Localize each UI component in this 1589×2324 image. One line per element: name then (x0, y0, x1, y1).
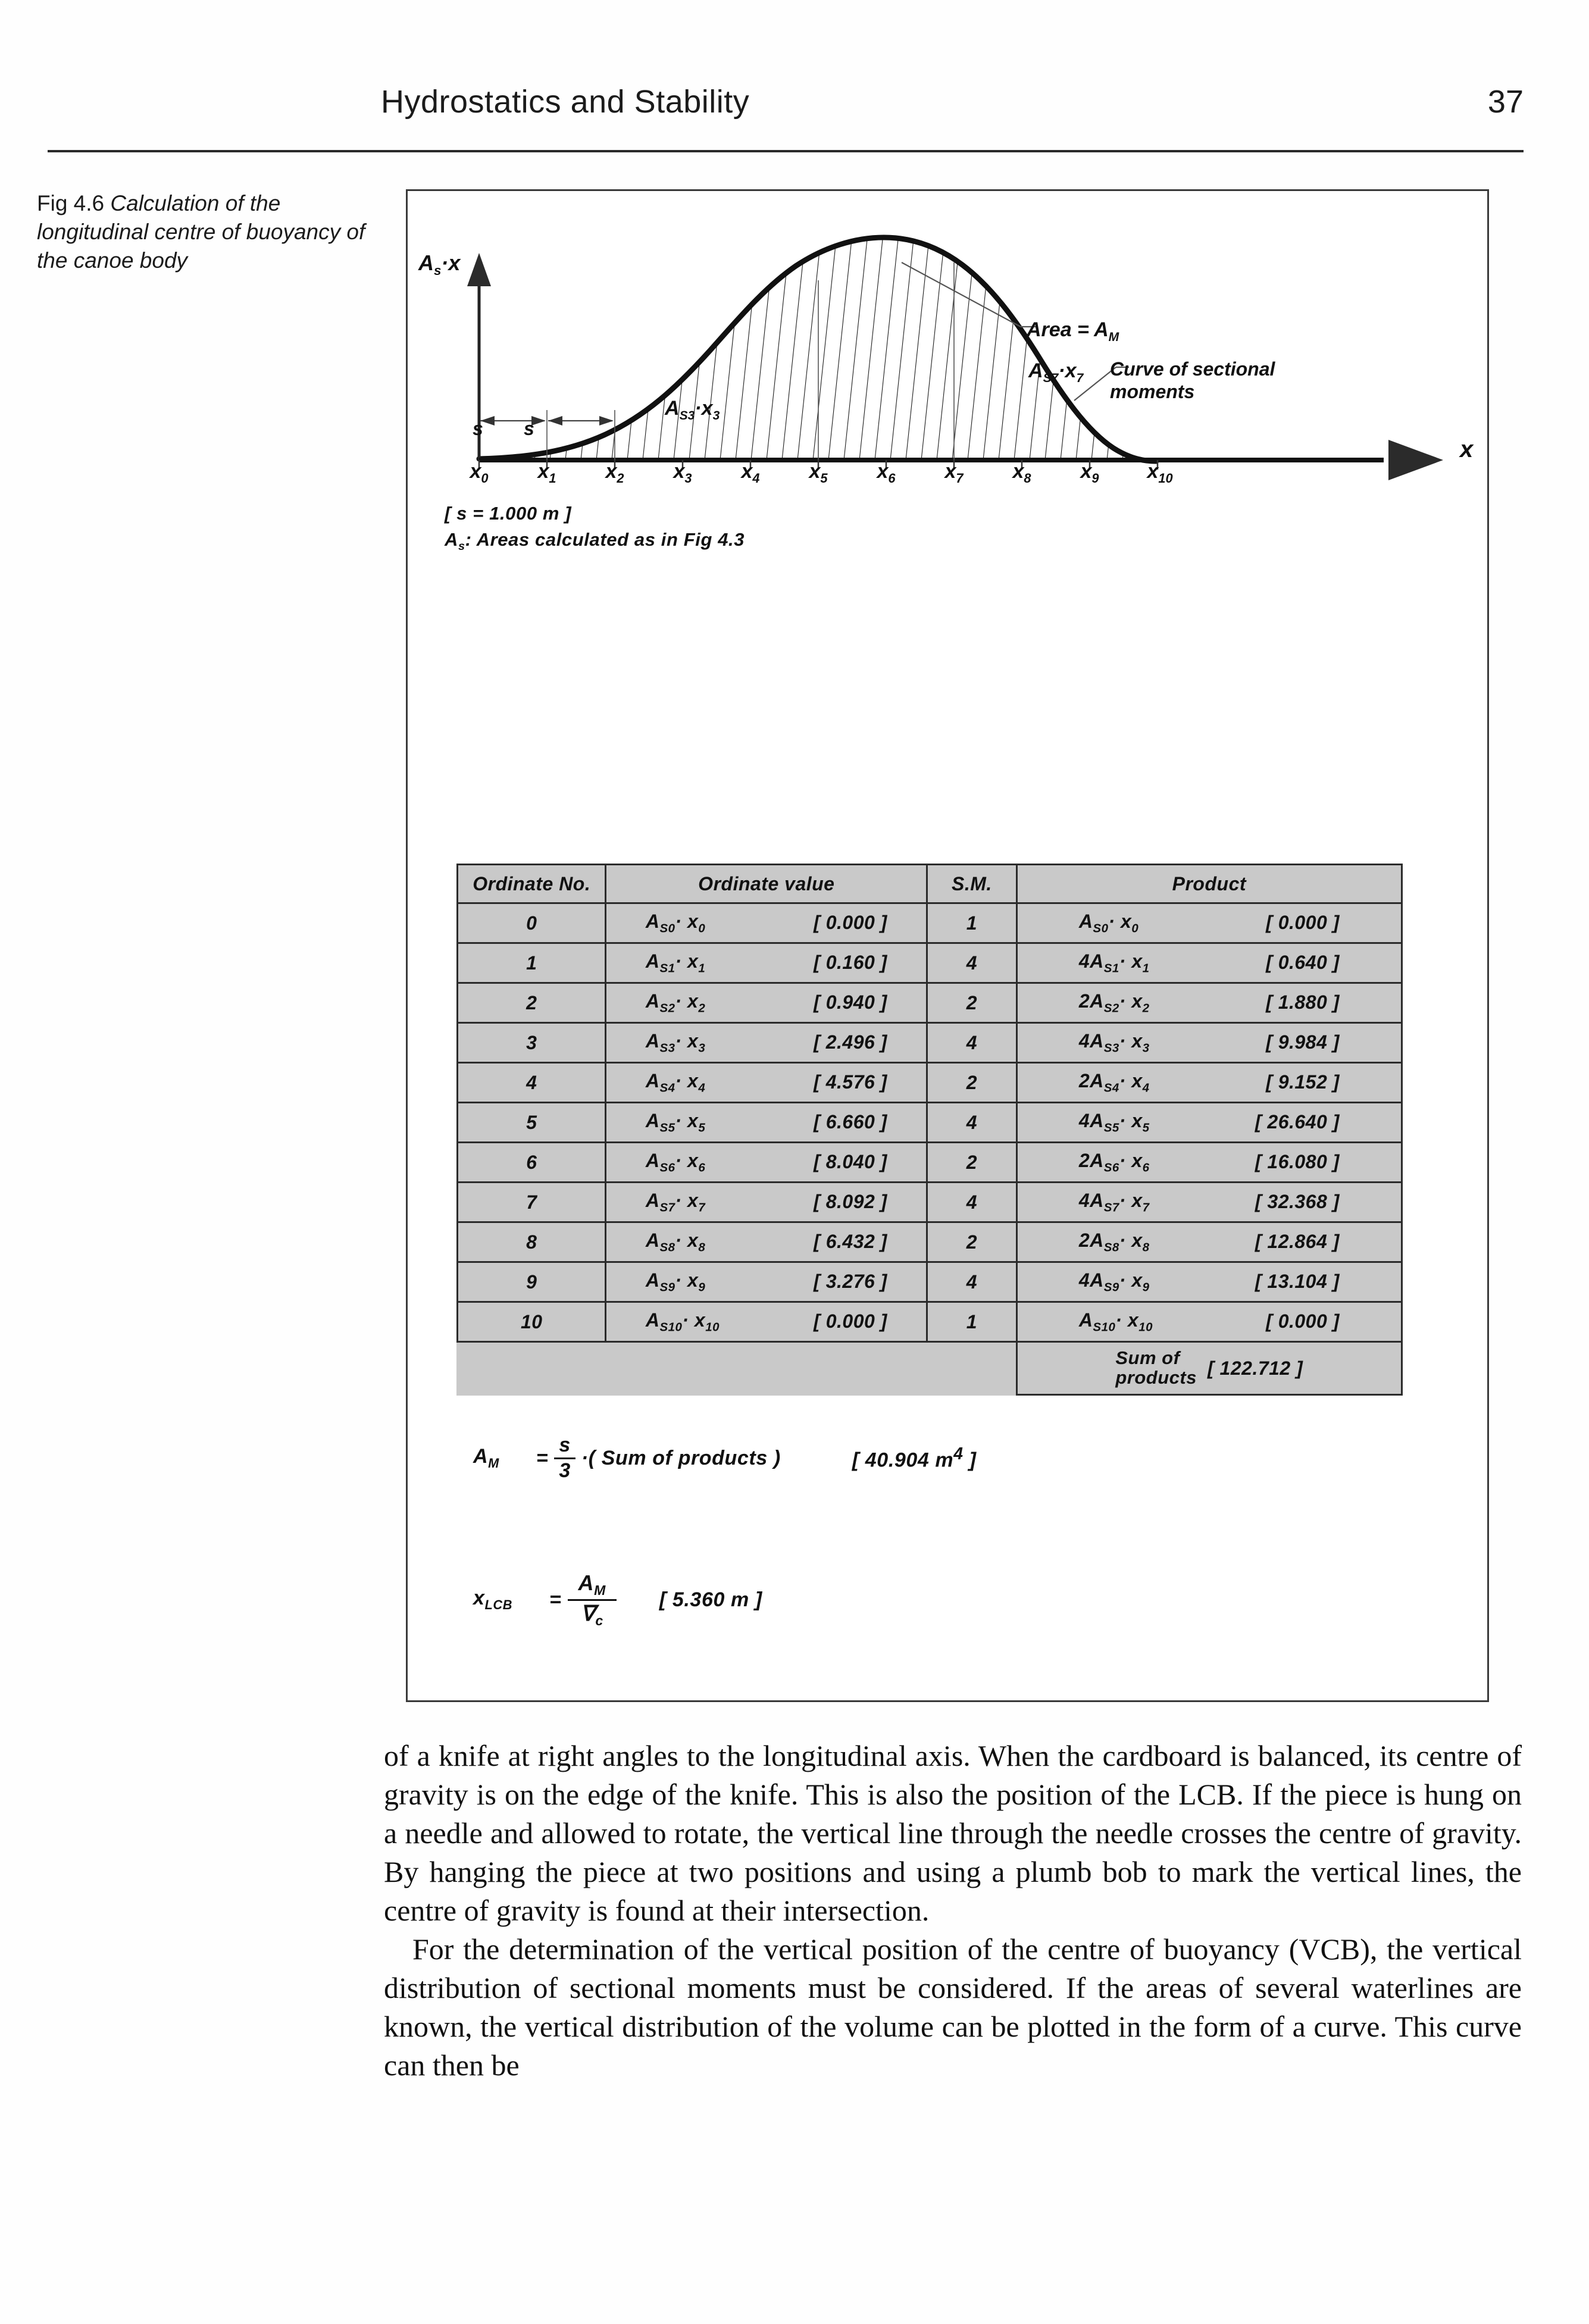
cell-sm: 4 (927, 1262, 1016, 1302)
figure-caption-text: Calculation of the longitudinal centre of buoyancy of the canoe body (37, 191, 365, 273)
formula-lcb-fraction (568, 1572, 617, 1628)
sectional-moments-chart (408, 191, 1491, 786)
table-row (458, 1103, 1402, 1143)
x-axis-tick-labels (408, 460, 1491, 496)
cell-ordinate-no: 8 (458, 1222, 606, 1262)
x-tick-6: $x_6$ (877, 460, 896, 486)
formula-am-rhs: ·( Sum of products ) (581, 1446, 781, 1469)
cell-sm: 4 (927, 1023, 1016, 1063)
col-header-product: Product (1016, 865, 1402, 903)
body-paragraph-2: For the determination of the vertical position of the centre of buoyancy (VCB), the vertical distribution of sectional moments must be considered. If the areas of several waterlines are known, the vertical distribution of the volume can be plotted in the form of a curve. This curve can then be (384, 1932, 1522, 2082)
x-tick-9: $x_9$ (1080, 460, 1099, 486)
curve-annotation (1110, 358, 1275, 404)
cell-ordinate-no: 7 (458, 1183, 606, 1222)
header-divider (48, 150, 1524, 152)
col-header-sm: S.M. (927, 865, 1016, 903)
figure-frame (406, 189, 1489, 1702)
cell-sm: 4 (927, 1183, 1016, 1222)
ordinate-table (456, 864, 1403, 1396)
x-tick-10: $x_{10}$ (1147, 460, 1173, 486)
page-number: 37 (1487, 84, 1524, 120)
cell-product: $2A_{S8}\cdot x_8$ [ 12.864 ] (1016, 1222, 1402, 1262)
cell-sm: 4 (927, 1103, 1016, 1143)
x-axis-label: x (1460, 436, 1474, 462)
cell-product: $4A_{S3}\cdot x_3$ [ 9.984 ] (1016, 1023, 1402, 1063)
cell-ordinate-no: 4 (458, 1063, 606, 1103)
sum-spacer-2 (606, 1342, 927, 1395)
sum-value: [ 122.712 ] (1208, 1357, 1303, 1379)
curve-annotation-line2: moments (1110, 380, 1195, 402)
sum-spacer-3 (927, 1342, 1016, 1395)
cell-sm: 2 (927, 983, 1016, 1023)
cell-ordinate-no: 1 (458, 943, 606, 983)
spacing-dimension-s1 (480, 416, 546, 426)
cell-product: $A_{S10}\cdot x_{10}$ [ 0.000 ] (1016, 1302, 1402, 1342)
cell-sm: 2 (927, 1143, 1016, 1183)
y-axis-label: $A_s\cdot x$ (418, 251, 461, 279)
cell-ordinate-value: $A_{S1}\cdot x_1$ [ 0.160 ] (606, 943, 927, 983)
ordinate-table-body (458, 903, 1402, 1395)
x-tick-1: $x_1$ (537, 460, 556, 486)
cell-ordinate-no: 3 (458, 1023, 606, 1063)
formula-lcb-denominator: $\nabla_c$ (580, 1600, 603, 1628)
body-text (384, 1737, 1522, 2085)
cell-sm: 1 (927, 1302, 1016, 1342)
cell-ordinate-value: $A_{S0}\cdot x_0$ [ 0.000 ] (606, 903, 927, 943)
running-head (381, 83, 1524, 137)
col-header-ordinate-no: Ordinate No. (458, 865, 606, 903)
chart-hatched-area (467, 227, 1181, 465)
col-header-ordinate-value: Ordinate value (606, 865, 927, 903)
table-row (458, 1063, 1402, 1103)
cell-sm: 2 (927, 1063, 1016, 1103)
figure-note-spacing: [ s = 1.000 m ] (445, 503, 572, 524)
figure-notes (445, 501, 745, 555)
cell-ordinate-no: 6 (458, 1143, 606, 1183)
y-axis-arrow (467, 253, 491, 286)
curve-annotation-line1: Curve of sectional (1110, 358, 1275, 380)
cell-ordinate-no: 9 (458, 1262, 606, 1302)
sum-label-line2: products (1115, 1367, 1197, 1388)
x-tick-4: $x_4$ (741, 460, 760, 486)
figure-caption-label: Fig 4.6 (37, 191, 111, 215)
figure-formulas (473, 1435, 1425, 1628)
cell-sum-of-products (1016, 1342, 1402, 1395)
formula-lcb-lhs: $x_{LCB}$ (473, 1587, 513, 1613)
table-row (458, 1143, 1402, 1183)
cell-ordinate-value: $A_{S5}\cdot x_5$ [ 6.660 ] (606, 1103, 927, 1143)
formula-lcb-result: [ 5.360 m ] (659, 1588, 762, 1611)
formula-lcb (473, 1572, 1425, 1628)
cell-ordinate-no: 5 (458, 1103, 606, 1143)
cell-ordinate-no: 10 (458, 1302, 606, 1342)
cell-ordinate-value: $A_{S10}\cdot x_{10}$ [ 0.000 ] (606, 1302, 927, 1342)
cell-product: $A_{S0}\cdot x_0$ [ 0.000 ] (1016, 903, 1402, 943)
formula-area-moment (473, 1435, 1425, 1481)
x-tick-2: $x_2$ (605, 460, 624, 486)
cell-sm: 4 (927, 943, 1016, 983)
table-row (458, 1023, 1402, 1063)
table-row (458, 943, 1402, 983)
cell-sm: 1 (927, 903, 1016, 943)
x-tick-5: $x_5$ (809, 460, 828, 486)
table-row (458, 983, 1402, 1023)
table-row (458, 1222, 1402, 1262)
cell-ordinate-value: $A_{S2}\cdot x_2$ [ 0.940 ] (606, 983, 927, 1023)
formula-am-numerator: s (554, 1435, 575, 1459)
x-tick-7: $x_7$ (944, 460, 964, 486)
formula-am-result: [ 40.904 $m^4$ ] (852, 1444, 977, 1472)
spacing-dimension-s2 (548, 416, 614, 426)
figure-note-areas: $A_s$: Areas calculated as in Fig 4.3 (445, 529, 745, 553)
cell-product: $4A_{S7}\cdot x_7$ [ 32.368 ] (1016, 1183, 1402, 1222)
cell-ordinate-value: $A_{S8}\cdot x_8$ [ 6.432 ] (606, 1222, 927, 1262)
peak-ordinate-annotation: $A_{S7}\cdot x_7$ (1028, 359, 1084, 385)
table-sum-row (458, 1342, 1402, 1395)
formula-am-lhs: $A_M$ (473, 1445, 499, 1471)
cell-product: $4A_{S9}\cdot x_9$ [ 13.104 ] (1016, 1262, 1402, 1302)
table-row (458, 1262, 1402, 1302)
cell-product: $4A_{S1}\cdot x_1$ [ 0.640 ] (1016, 943, 1402, 983)
cell-ordinate-value: $A_{S3}\cdot x_3$ [ 2.496 ] (606, 1023, 927, 1063)
spacing-label-2: s (524, 418, 534, 439)
sum-label-line1: Sum of (1115, 1347, 1180, 1369)
mid-ordinate-annotation: $A_{S3}\cdot x_3$ (665, 397, 720, 423)
table-row (458, 903, 1402, 943)
cell-sm: 2 (927, 1222, 1016, 1262)
cell-product: $2A_{S4}\cdot x_4$ [ 9.152 ] (1016, 1063, 1402, 1103)
figure-caption (37, 189, 370, 275)
running-head-title: Hydrostatics and Stability (381, 84, 750, 120)
formula-lcb-equals: = (549, 1588, 562, 1611)
x-tick-0: $x_0$ (470, 460, 489, 486)
table-header-row (458, 865, 1402, 903)
cell-product: $2A_{S6}\cdot x_6$ [ 16.080 ] (1016, 1143, 1402, 1183)
formula-am-equals: = (536, 1446, 549, 1469)
cell-ordinate-no: 2 (458, 983, 606, 1023)
sum-spacer-1 (458, 1342, 606, 1395)
cell-ordinate-value: $A_{S6}\cdot x_6$ [ 8.040 ] (606, 1143, 927, 1183)
formula-lcb-numerator: $A_M$ (568, 1572, 617, 1600)
cell-ordinate-value: $A_{S4}\cdot x_4$ [ 4.576 ] (606, 1063, 927, 1103)
cell-product: $4A_{S5}\cdot x_5$ [ 26.640 ] (1016, 1103, 1402, 1143)
formula-am-fraction (554, 1435, 575, 1481)
table-row (458, 1183, 1402, 1222)
cell-ordinate-value: $A_{S9}\cdot x_9$ [ 3.276 ] (606, 1262, 927, 1302)
formula-am-denominator: 3 (559, 1459, 571, 1482)
spacing-label-1: s (473, 418, 483, 439)
area-annotation: Area = $A_M$ (1027, 318, 1119, 344)
cell-ordinate-no: 0 (458, 903, 606, 943)
cell-ordinate-value: $A_{S7}\cdot x_7$ [ 8.092 ] (606, 1183, 927, 1222)
ordinate-table-wrapper (456, 864, 1403, 1396)
cell-product: $2A_{S2}\cdot x_2$ [ 1.880 ] (1016, 983, 1402, 1023)
table-row (458, 1302, 1402, 1342)
body-paragraph-1: of a knife at right angles to the longitudinal axis. When the cardboard is balanced, its centre of gravity is on the edge of the knife. This is also the position of the LCB. If the piece is hung on a needle and allowed to rotate, the vertical line through the needle crosses the centre of gravity. By hanging the piece at two positions and using a plumb bob to mark the vertical lines, the centre of gravity is found at their intersection. (384, 1739, 1522, 1927)
x-tick-8: $x_8$ (1012, 460, 1031, 486)
x-tick-3: $x_3$ (673, 460, 692, 486)
